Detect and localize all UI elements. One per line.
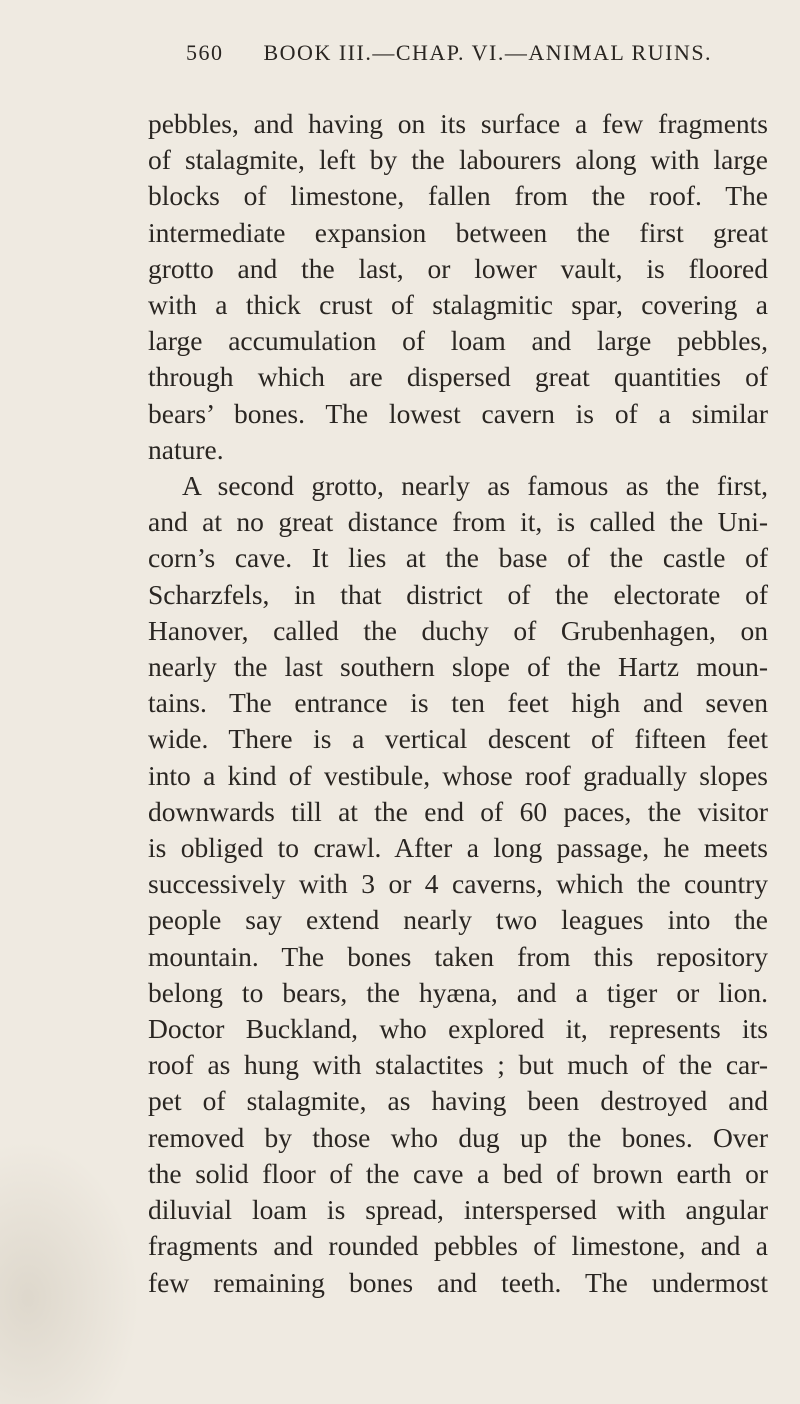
text-line: wide. There is a vertical descent of fifteen feet: [148, 723, 768, 755]
text-line: A second grotto, nearly as famous as the first,: [182, 470, 768, 502]
text-line: pebbles, and having on its surface a few fragments: [148, 108, 768, 139]
text-line: tains. The entrance is ten feet high and seven: [148, 687, 768, 719]
running-title: BOOK III.—CHAP. VI.—ANIMAL RUINS.: [263, 40, 713, 65]
text-line: into a kind of vestibule, whose roof gradually slopes: [148, 759, 768, 791]
text-line: few remaining bones and teeth. The undermost: [148, 1266, 768, 1298]
text-line: and at no great distance from it, is called the Uni-: [148, 506, 768, 538]
text-line: blocks of limestone, fallen from the roof. The: [148, 180, 768, 212]
text-line: Doctor Buckland, who explored it, represents its: [148, 1013, 768, 1045]
text-line: Hanover, called the duchy of Grubenhagen, on: [148, 614, 768, 646]
text-line: mountain. The bones taken from this repository: [148, 940, 768, 972]
text-line: diluvial loam is spread, interspersed with angular: [148, 1194, 768, 1226]
text-line: Scharzfels, in that district of the electorate of: [148, 578, 768, 610]
text-line: nature.: [148, 433, 224, 465]
page-number: 560: [186, 40, 224, 65]
text-line: roof as hung with stalactites ; but much of the car-: [148, 1049, 768, 1081]
paper-stain: [0, 1140, 140, 1404]
text-line: successively with 3 or 4 caverns, which the country: [148, 868, 768, 900]
text-line: of stalagmite, left by the labourers along with large: [148, 144, 768, 176]
text-line: fragments and rounded pebbles of limestone, and a: [148, 1230, 768, 1262]
text-line: grotto and the last, or lower vault, is floored: [148, 252, 768, 284]
text-line: belong to bears, the hyæna, and a tiger or lion.: [148, 976, 768, 1008]
text-line: with a thick crust of stalagmitic spar, covering a: [148, 289, 768, 321]
text-line: intermediate expansion between the first great: [148, 216, 768, 248]
text-line: the solid floor of the cave a bed of brown earth or: [148, 1157, 768, 1189]
body-text: [148, 106, 768, 1301]
text-line: downwards till at the end of 60 paces, the visitor: [148, 795, 768, 827]
text-line: through which are dispersed great quantities of: [148, 361, 768, 393]
text-line: removed by those who dug up the bones. Over: [148, 1121, 768, 1153]
text-line: pet of stalagmite, as having been destroyed and: [148, 1085, 768, 1117]
text-line: bears’ bones. The lowest cavern is of a similar: [148, 397, 768, 429]
text-line: large accumulation of loam and large pebbles,: [148, 325, 768, 357]
text-line: nearly the last southern slope of the Hartz moun-: [148, 651, 768, 683]
text-line: is obliged to crawl. After a long passage, he meets: [148, 832, 768, 864]
running-head: [186, 40, 786, 66]
text-line: people say extend nearly two leagues into the: [148, 904, 768, 936]
text-line: corn’s cave. It lies at the base of the castle of: [148, 542, 768, 574]
